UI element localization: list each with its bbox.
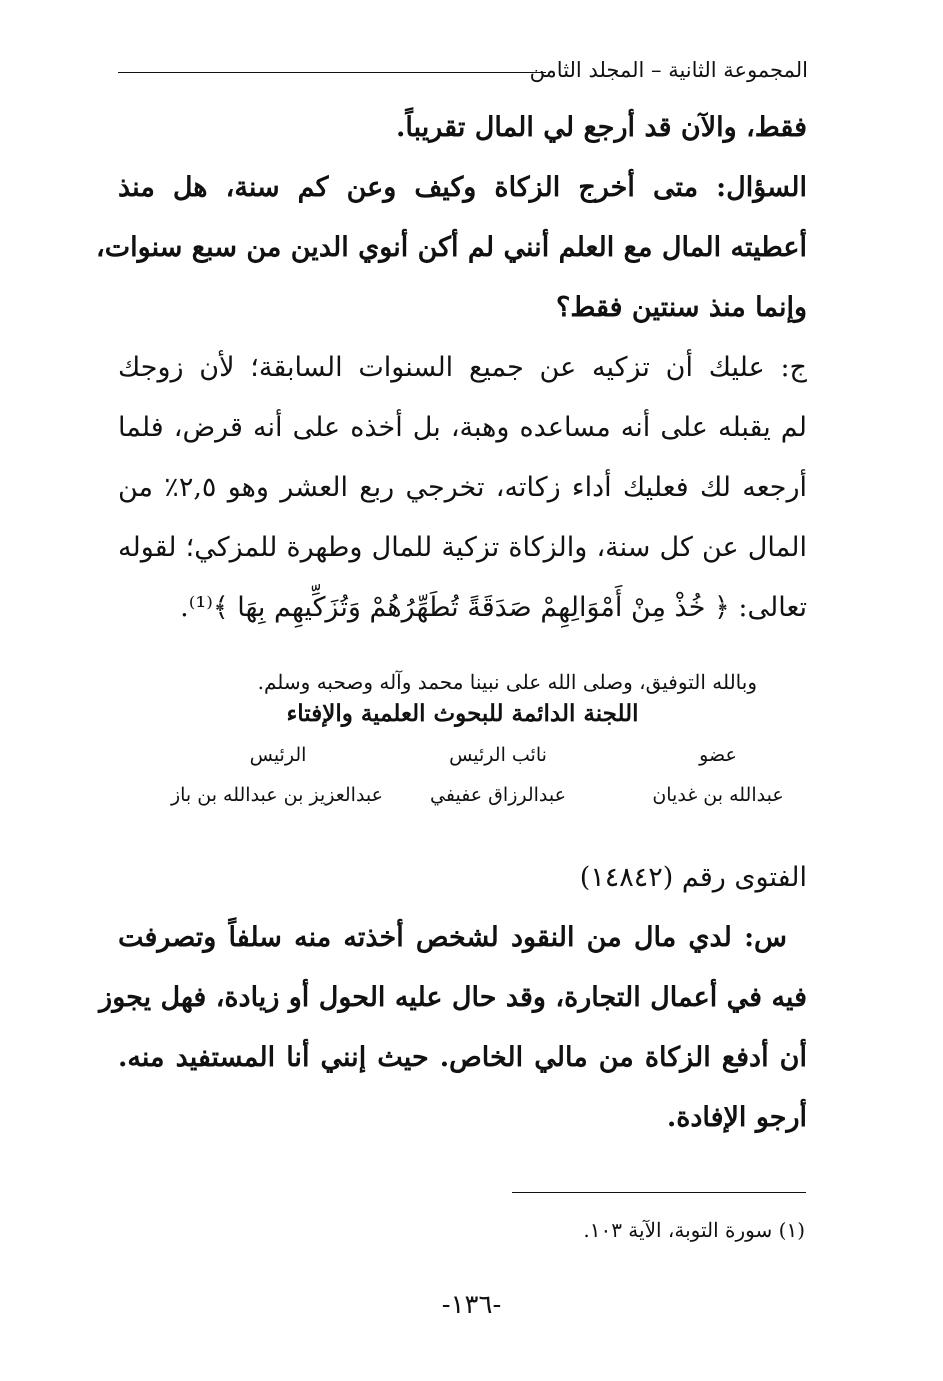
page-number: -١٣٦- [441,1290,502,1320]
header-rule [118,72,546,73]
footnote-rule [512,1192,806,1193]
question-line-3: وإنما منذ سنتين فقط؟ [555,292,807,323]
answer-line-3: أرجعه لك فعليك أداء زكاته، تخرجي ربع العشر وهو ٢,٥٪ من [118,472,807,503]
question-line-1: السؤال: متى أخرج الزكاة وكيف وعن كم سنة، هل منذ [118,172,807,203]
signatory-member [613,744,823,806]
signatory-role: نائب الرئيس [449,744,547,766]
signatory-name: عبدالرزاق عفيفي [430,784,566,806]
signatory-vice-president [393,744,603,806]
committee-name: اللجنة الدائمة للبحوث العلمية والإفتاء [286,700,639,727]
new-question-line-2: فيه في أعمال التجارة، وقد حال عليه الحول أو زيادة، فهل يجوز [99,982,807,1013]
signatory-role: الرئيس [249,744,307,766]
new-question-line-4: أرجو الإفادة. [666,1102,807,1133]
question-line-2: أعطيته المال مع العلم أنني لم أكن أنوي الدين من سبع سنوات، [96,232,807,263]
signatory-role: عضو [699,744,737,766]
signatory-name: عبدالله بن غديان [652,784,784,806]
fatwa-number: الفتوى رقم (١٤٨٤٢) [579,862,807,893]
closing-line: وبالله التوفيق، وصلى الله على نبينا محمد وآله وصحبه وسلم. [257,670,757,694]
answer-line-1: ج: عليك أن تزكيه عن جميع السنوات السابقة؛ لأن زوجك [118,352,807,383]
new-question-line-3: أن أدفع الزكاة من مالي الخاص. حيث إنني أنا المستفيد منه. [118,1042,807,1073]
quran-verse-line: تعالى: ﴿ خُذْ مِنْ أَمْوَالِهِمْ صَدَقَةً تُطَهِّرُهُمْ وَتُزَكِّيهِم بِهَا ﴾⁽¹⁾. [180,592,807,623]
answer-continuation-line: فقط، والآن قد أرجع لي المال تقريباً. [395,112,807,143]
running-title: المجموعة الثانية – المجلد الثامن [529,58,808,82]
new-question-line-1: س: لدي مال من النقود لشخص أخذته منه سلفاً وتصرفت [118,922,787,953]
footnote: (١) سورة التوبة، الآية ١٠٣. [583,1218,805,1242]
signatory-name: عبدالعزيز بن عبدالله بن باز [170,784,383,806]
answer-line-2: لم يقبله على أنه مساعده وهبة، بل أخذه على أنه قرض، فلما [118,412,807,443]
signatory-president [170,744,383,806]
answer-line-4: المال عن كل سنة، والزكاة تزكية للمال وطهرة للمزكي؛ لقوله [118,532,807,563]
running-header [118,56,808,90]
